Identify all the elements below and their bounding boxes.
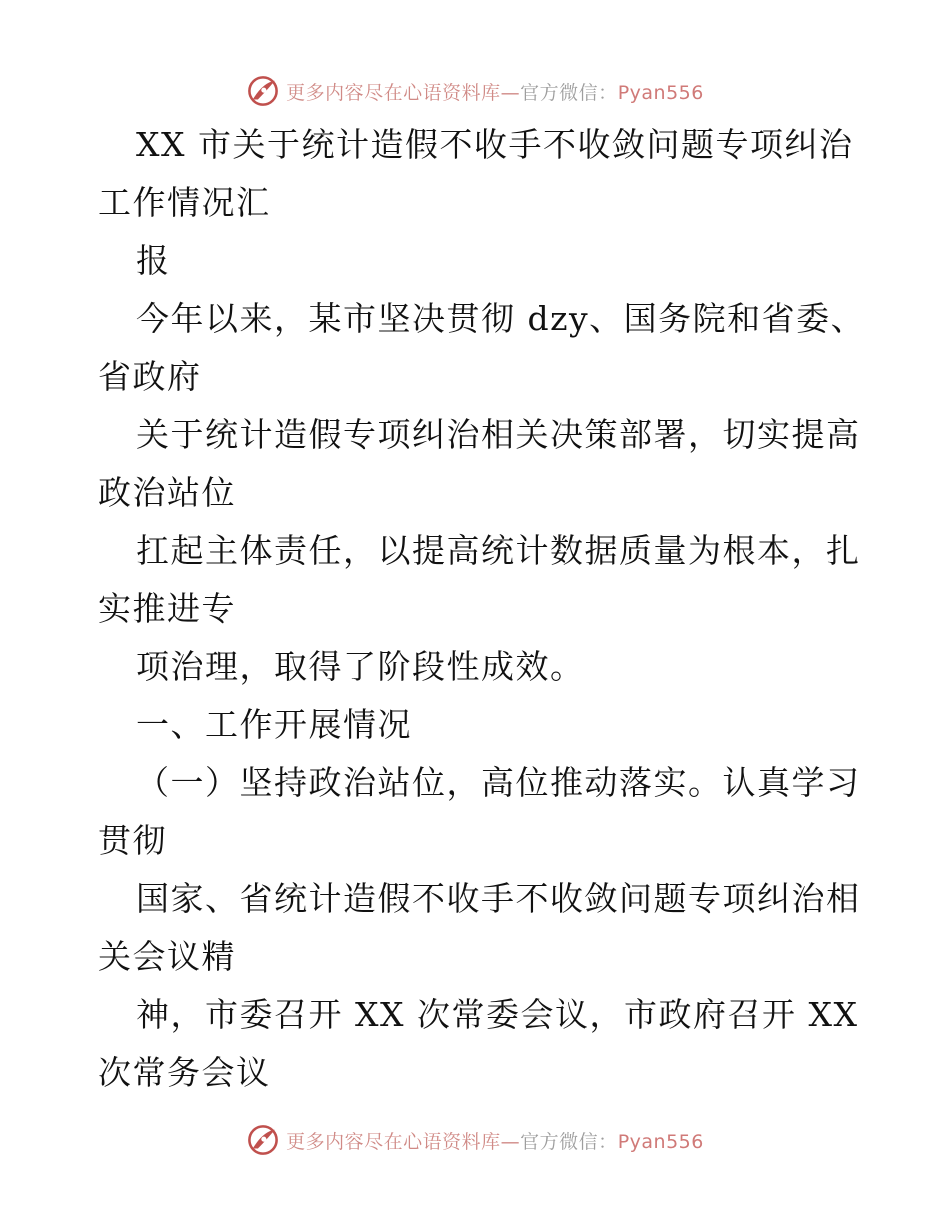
pen-logo-icon xyxy=(246,74,280,108)
section-heading: 一、工作开展情况 xyxy=(136,705,412,744)
doc-line: 国家、省统计造假不收手不收敛问题专项纠治相 xyxy=(136,879,861,918)
footer-watermark xyxy=(0,1120,950,1160)
doc-line: 项治理，取得了阶段性成效。 xyxy=(136,647,585,686)
doc-line: 今年以来，某市坚决贯彻 dzy、国务院和省委、 xyxy=(136,299,866,338)
header-watermark xyxy=(0,71,950,111)
watermark-separator: — xyxy=(500,81,521,104)
watermark-separator: — xyxy=(500,1130,521,1153)
pen-logo-icon xyxy=(246,1123,280,1157)
doc-line: XX 市关于统计造假不收手不收敛问题专项纠治 xyxy=(136,125,854,164)
watermark-wechat-id: Pyan556 xyxy=(617,1130,704,1153)
watermark-wechat-id: Pyan556 xyxy=(617,81,704,104)
watermark-site: 更多内容尽在心语资料库 xyxy=(286,81,501,104)
watermark-wechat-label: 官方微信： xyxy=(520,81,618,104)
doc-line: 次常务会议 xyxy=(98,1053,271,1092)
watermark-text xyxy=(286,78,704,105)
doc-line: 关会议精 xyxy=(98,937,236,976)
doc-line: 关于统计造假专项纠治相关决策部署，切实提高 xyxy=(136,415,861,454)
doc-line: 政治站位 xyxy=(98,473,236,512)
watermark-site: 更多内容尽在心语资料库 xyxy=(286,1130,501,1153)
doc-line: 报 xyxy=(136,241,171,280)
doc-line: 贯彻 xyxy=(98,821,167,860)
doc-line: （一）坚持政治站位，高位推动落实。认真学习 xyxy=(136,763,861,802)
doc-line: 工作情况汇 xyxy=(98,183,271,222)
doc-line: 扛起主体责任，以提高统计数据质量为根本，扎 xyxy=(136,531,861,570)
doc-line: 省政府 xyxy=(98,357,202,396)
doc-line: 实推进专 xyxy=(98,589,236,628)
doc-line: 神，市委召开 XX 次常委会议，市政府召开 XX xyxy=(136,995,859,1034)
watermark-wechat-label: 官方微信： xyxy=(520,1130,618,1153)
watermark-text xyxy=(286,1127,704,1154)
